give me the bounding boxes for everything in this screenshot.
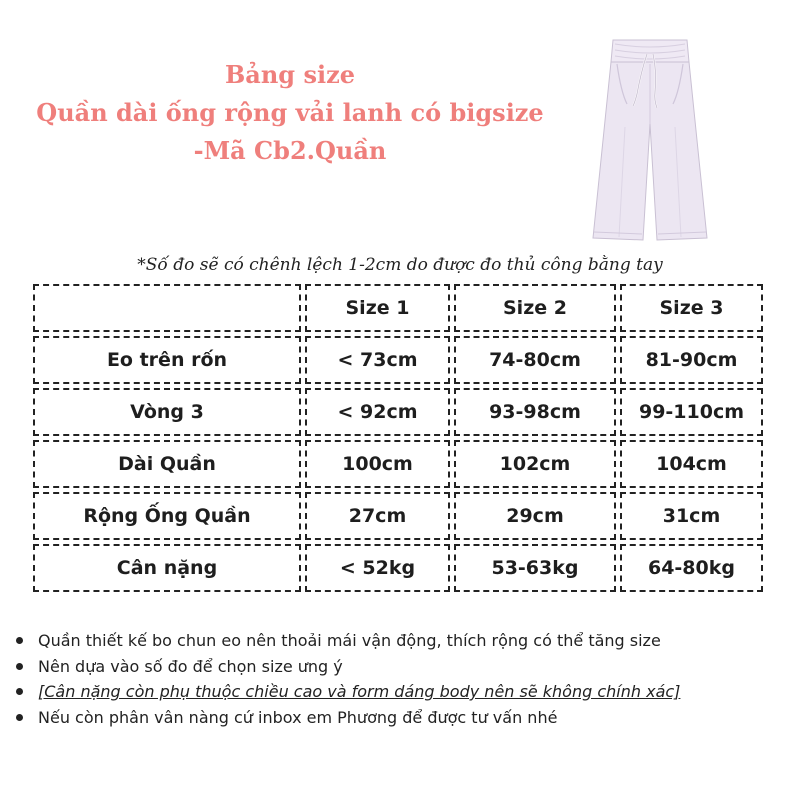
table-cell: 74-80cm — [454, 336, 616, 384]
table-cell: 27cm — [305, 492, 450, 540]
table-row — [33, 388, 763, 436]
size-table — [29, 280, 767, 596]
table-row — [33, 492, 763, 540]
row-label: Eo trên rốn — [33, 336, 301, 384]
table-row — [33, 336, 763, 384]
table-header-row — [33, 284, 763, 332]
row-label: Dài Quần — [33, 440, 301, 488]
list-item: Nếu còn phân vân nàng cứ inbox em Phương để được tư vấn nhé — [12, 705, 798, 731]
title-line-3: -Mã Cb2.Quần — [193, 136, 387, 165]
weight-disclaimer: [Cân nặng còn phụ thuộc chiều cao và form dáng body nên sẽ không chính xác] — [38, 682, 681, 701]
table-cell: 31cm — [620, 492, 763, 540]
row-label: Rộng Ống Quần — [33, 492, 301, 540]
title-line-1: Bảng size — [225, 60, 355, 89]
table-cell: < 92cm — [305, 388, 450, 436]
table-row — [33, 544, 763, 592]
row-label: Cân nặng — [33, 544, 301, 592]
table-row — [33, 440, 763, 488]
header-cell-empty — [33, 284, 301, 332]
list-item — [12, 679, 798, 705]
table-cell: 100cm — [305, 440, 450, 488]
header-cell-size-3: Size 3 — [620, 284, 763, 332]
info-bullet-list — [12, 628, 798, 730]
table-cell: 64-80kg — [620, 544, 763, 592]
table-cell: 53-63kg — [454, 544, 616, 592]
table-cell: 99-110cm — [620, 388, 763, 436]
list-item: Quần thiết kế bo chun eo nên thoải mái vận động, thích rộng có thể tăng size — [12, 628, 798, 654]
row-label: Vòng 3 — [33, 388, 301, 436]
header-cell-size-2: Size 2 — [454, 284, 616, 332]
pants-image — [585, 32, 715, 247]
table-cell: 93-98cm — [454, 388, 616, 436]
title-line-2: Quần dài ống rộng vải lanh có bigsize — [36, 98, 544, 127]
table-cell: 81-90cm — [620, 336, 763, 384]
table-cell: < 73cm — [305, 336, 450, 384]
table-cell: 102cm — [454, 440, 616, 488]
table-cell: < 52kg — [305, 544, 450, 592]
table-cell: 104cm — [620, 440, 763, 488]
table-cell: 29cm — [454, 492, 616, 540]
measurement-note: *Số đo sẽ có chênh lệch 1-2cm do được đo thủ công bằng tay — [137, 255, 663, 275]
list-item: Nên dựa vào số đo để chọn size ưng ý — [12, 654, 798, 680]
header-cell-size-1: Size 1 — [305, 284, 450, 332]
title-block — [20, 56, 560, 170]
